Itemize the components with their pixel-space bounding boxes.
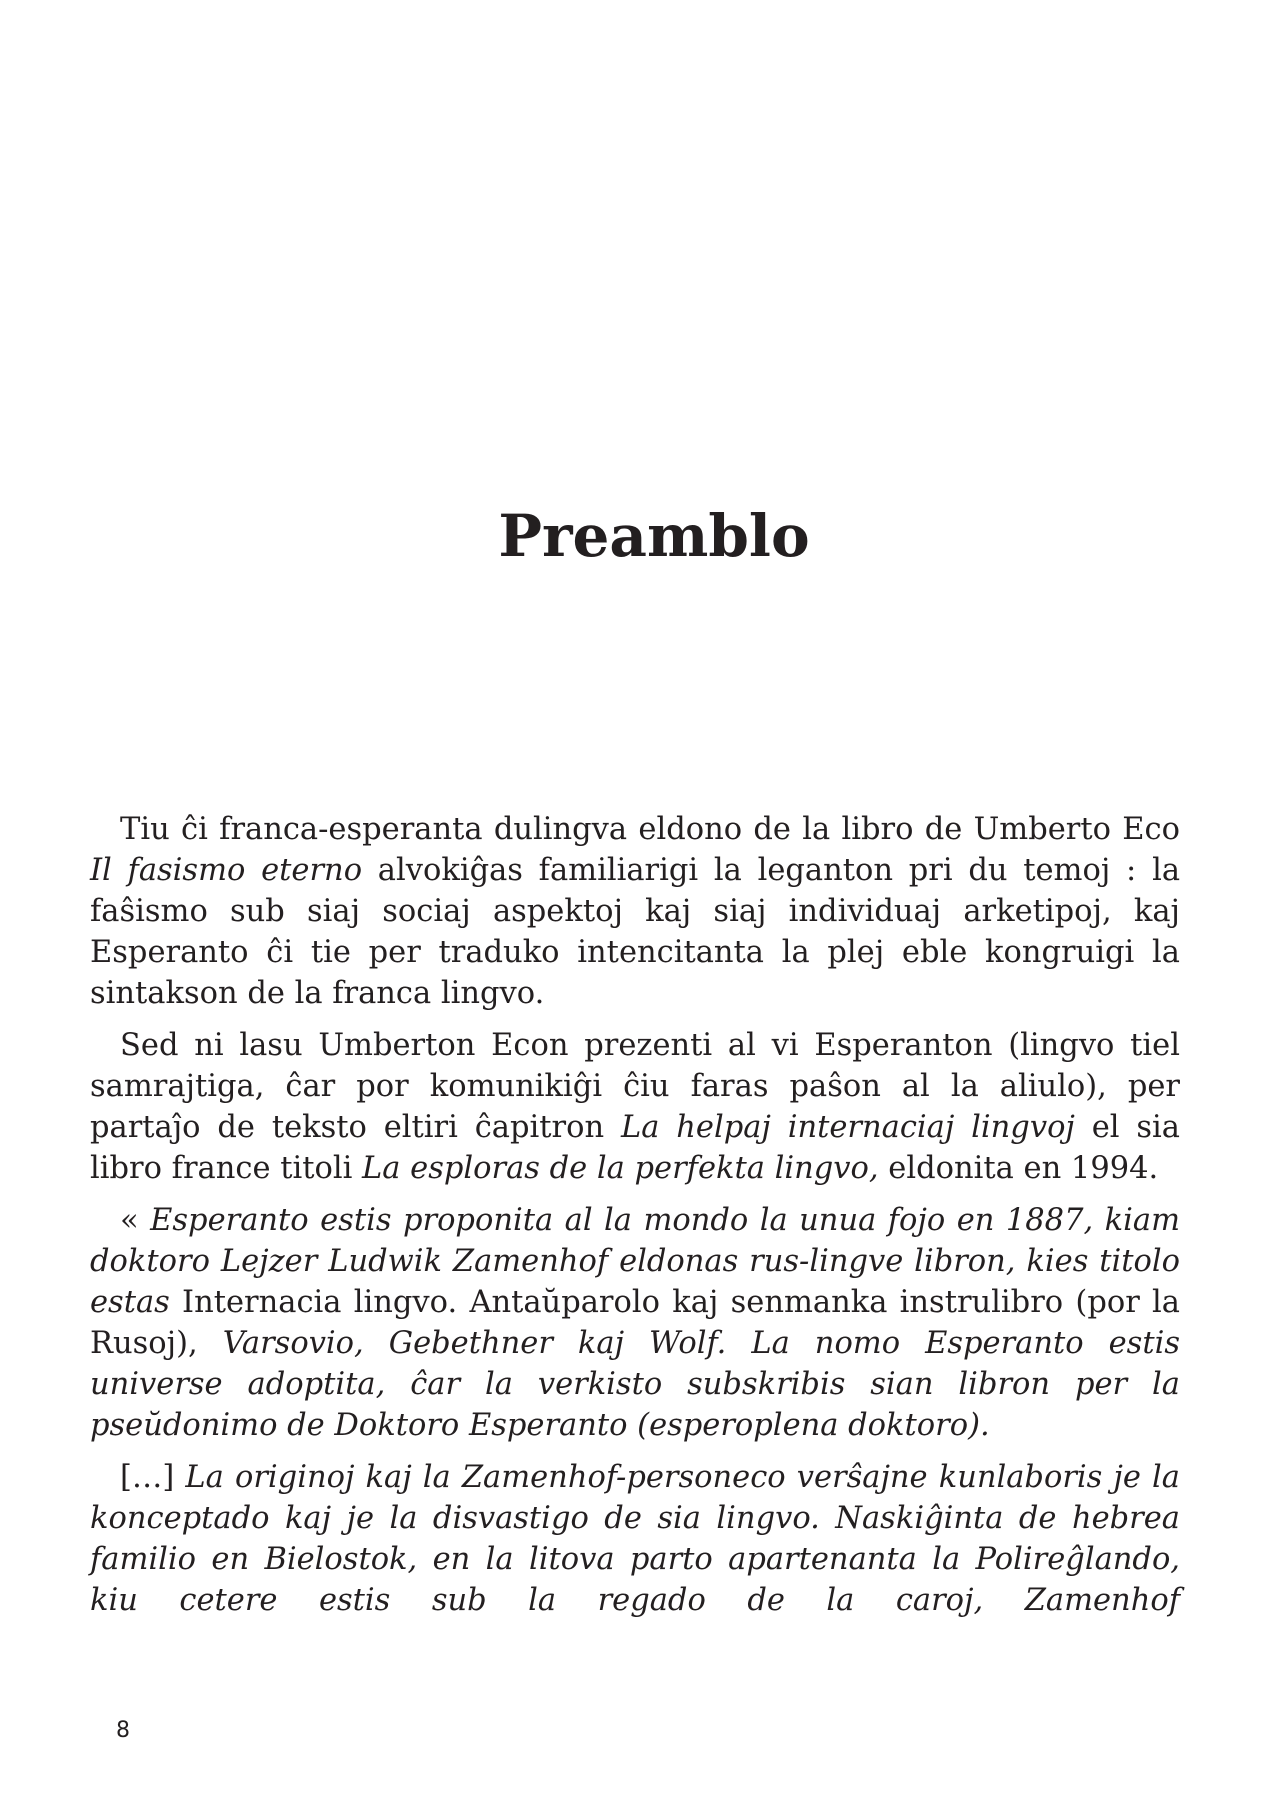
quote-italic: Varsovio, Gebethner kaj Wolf. La nomo Esperanto estis universe adoptita, ĉar la verkisto subskribis sian libron per la pseŭdonimo de Doktoro Esperanto (esperoplena doktoro).	[90, 1326, 1180, 1443]
page-number: 8	[116, 1718, 130, 1743]
paragraph	[90, 809, 1180, 1014]
page-title: Preamblo	[498, 502, 810, 570]
body-text	[90, 809, 1180, 1632]
book-title-italic: Il fasismo eterno	[90, 853, 363, 888]
book-title-italic: La esploras de la perfekta lingvo,	[362, 1151, 879, 1186]
paragraph	[90, 1200, 1180, 1446]
text-segment: […]	[120, 1460, 186, 1495]
text-segment: eldonita en 1994.	[878, 1151, 1159, 1186]
text-segment: Sed ni lasu Umberton Econ prezenti al vi Esperanton (lingvo tiel samrajtiga, ĉar por komunikiĝi ĉiu faras paŝon al la aliulo), per partaĵo de teksto eltiri ĉapitron	[90, 1028, 1180, 1145]
paragraph	[90, 1025, 1180, 1189]
paragraph	[90, 1457, 1180, 1621]
quote-italic: La originoj kaj la Zamenhof-personeco verŝajne kunlaboris je la konceptado kaj je la disvastigo de sia lingvo. Naskiĝinta de hebrea familio en Bielostok, en la litova parto apartenanta la Polireĝlando, kiu cetere estis sub la regado de la caroj, Zamenhof	[90, 1460, 1180, 1618]
quote-italic: Esperanto estis proponita al la mondo la unua fojo en 1887, kiam doktoro Lejzer Ludwik Zamenhof eldonas rus-lingve libron, kies titolo estas	[90, 1203, 1180, 1320]
text-segment: Tiu ĉi franca-esperanta dulingva eldono de la libro de Umberto Eco	[120, 812, 1180, 847]
text-segment: «	[120, 1203, 151, 1238]
chapter-title-italic: La helpaj internaciaj lingvoj	[620, 1110, 1075, 1145]
text-segment: el sia libro france titoli	[90, 1110, 1180, 1186]
text-segment: alvokiĝas familiarigi la leganton pri du temoj : la faŝismo sub siaj sociaj aspektoj kaj siaj individuaj arketipoj, kaj Esperanto ĉi tie per traduko intencitanta la plej eble kongruigi la sintakson de la franca lingvo.	[90, 853, 1181, 1011]
text-segment: Internacia lingvo. Antaŭparolo kaj senmanka instrulibro (por la Rusoj),	[90, 1285, 1180, 1361]
